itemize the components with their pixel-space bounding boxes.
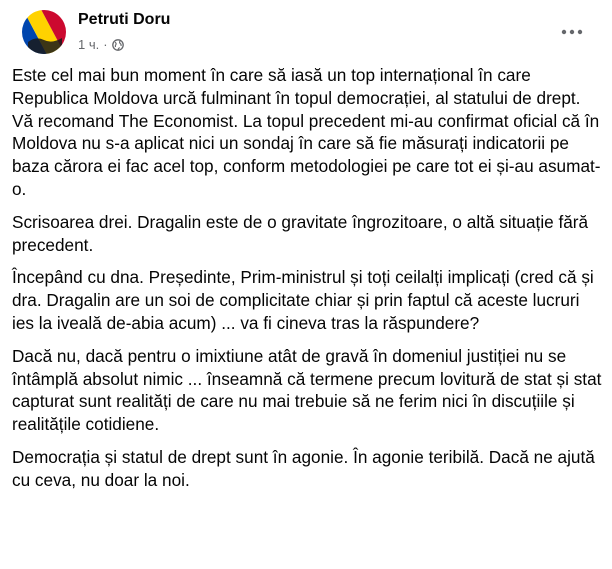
post-paragraph: Scrisoarea drei. Dragalin este de o gravitate îngrozitoare, o altă situație fără precedent. [12, 211, 589, 255]
post-meta [78, 37, 124, 52]
more-options-button[interactable] [558, 18, 586, 46]
post-header [12, 0, 596, 66]
author-name[interactable]: Petruti Doru [78, 11, 171, 28]
post-paragraph: Este cel mai bun moment în care să iasă un top internațional în care Republica Moldova urcă fulminant în topul democrației, al statului de drept. Vă recomand The Economist. La topul precedent mi-au confirmat oficial că în Moldova nu s-a aplicat nici un sondaj în care să fie măsurați indicatorii pe baza cărora ei fac acel top, conform metodologiei pe care tot ei și-au asumat-o. [12, 65, 601, 199]
more-horizontal-icon [561, 29, 583, 35]
post-paragraph: Începând cu dna. Președinte, Prim-ministrul și toți ceilalți implicați (cred că și dra. Dragalin are un soi de complicitate chiar și prin faptul că aceste lucruri ies la iveală de-abia acum) ... va fi cineva tras la răspundere? [12, 267, 594, 333]
post-timestamp[interactable]: 1 ч. [78, 37, 100, 52]
post-paragraph: Democrația și statul de drept sunt în agonie. În agonie teribilă. Dacă ne ajută cu ceva, nu doar la noi. [12, 446, 595, 490]
flag-avatar-icon[interactable] [22, 10, 66, 54]
globe-icon[interactable] [112, 39, 124, 51]
post-paragraph: Dacă nu, dacă pentru o imixtiune atât de gravă în domeniul justiției nu se întâmplă absolut nimic ... înseamnă că termene precum lovitură de stat și stat capturat sunt realități de care nu mai trebuie să ne ferim nici în discuțiile și realitățile cotidiene. [12, 345, 602, 435]
meta-separator: · [103, 37, 108, 52]
post-body [12, 64, 602, 502]
